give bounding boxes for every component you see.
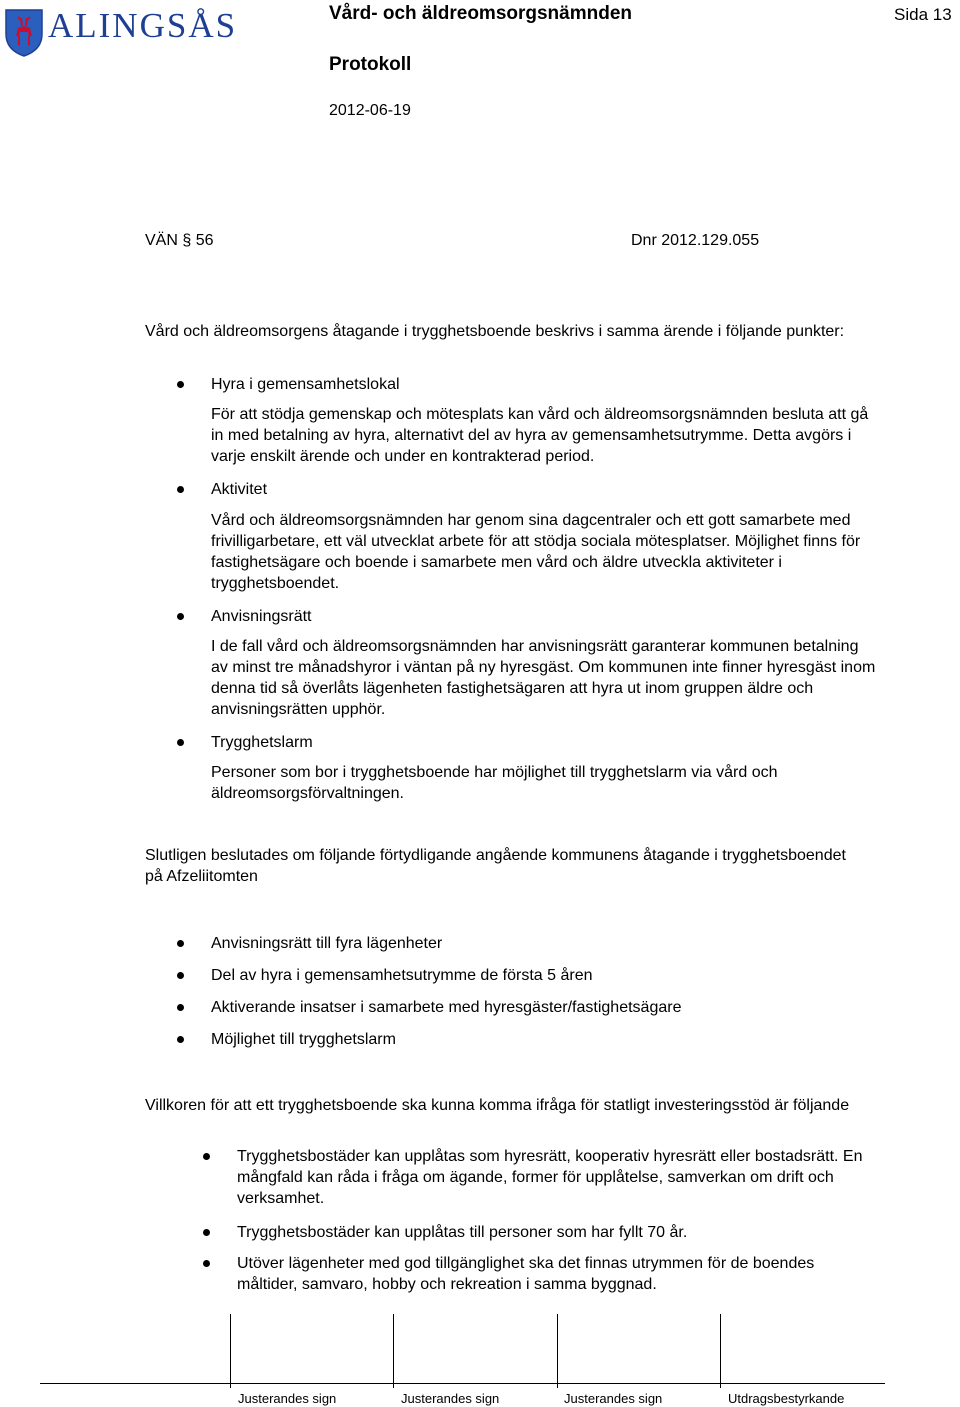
signature-label: Justerandes sign xyxy=(238,1391,337,1406)
bullet-icon xyxy=(203,1153,210,1160)
point-body: För att stödja gemenskap och mötesplats kan vård och äldreomsorgsnämnden besluta att gå in med betalning av hyra, alternativt del av hyra av gemensamhetsutrymme. Detta avgörs i varje enskilt ärende och under en kontrakterad period. xyxy=(211,406,869,465)
bullet-icon xyxy=(177,972,184,979)
bullet-icon xyxy=(177,1036,184,1043)
bullet-icon xyxy=(177,381,184,388)
conclusion-item: Del av hyra i gemensamhetsutrymme de första 5 åren xyxy=(211,967,593,984)
condition-item: Utöver lägenheter med god tillgänglighet ska det finnas utrymmen för de boendes måltider, samvaro, hobby och rekreation i samma byggnad. xyxy=(237,1255,815,1293)
committee-name: Vård- och äldreomsorgsnämnden xyxy=(329,3,633,24)
signature-divider xyxy=(720,1314,721,1388)
document-type: Protokoll xyxy=(329,54,412,75)
page-number: Sida 13 xyxy=(894,5,952,24)
bullet-icon xyxy=(177,613,184,620)
conclusion-item: Anvisningsrätt till fyra lägenheter xyxy=(211,935,443,952)
bullet-icon xyxy=(177,486,184,493)
bullet-icon xyxy=(177,739,184,746)
point-body: Personer som bor i trygghetsboende har möjlighet till trygghetslarm via vård och äldreomsorgsförvaltningen. xyxy=(211,764,778,802)
coat-of-arms-icon xyxy=(4,6,44,58)
conditions-intro: Villkoren för att ett trygghetsboende ska kunna komma ifråga för statligt investeringsstöd är följande xyxy=(145,1097,850,1114)
condition-item: Trygghetsbostäder kan upplåtas som hyresrätt, kooperativ hyresrätt eller bostadsrätt. En mångfald kan råda i fråga om ägande, former för upplåtelse, samverkan om drift och verksamhet. xyxy=(237,1148,863,1207)
condition-item: Trygghetsbostäder kan upplåtas till personer som har fyllt 70 år. xyxy=(237,1224,688,1241)
point-title: Anvisningsrätt xyxy=(211,608,312,625)
section-id: VÄN § 56 xyxy=(145,232,214,249)
meeting-date: 2012-06-19 xyxy=(329,102,411,119)
certification-label: Utdragsbestyrkande xyxy=(728,1391,845,1406)
bullet-icon xyxy=(177,940,184,947)
point-body: I de fall vård och äldreomsorgsnämnden har anvisningsrätt garanterar kommunen betalning av minst tre månadshyror i väntan på ny hyresgäst. Om kommunen inte finner hyresgäst inom denna tid så överlåts lägenheten fastighetsägaren att hyra ut inom gruppen äldre och anvisningsrätten upphör. xyxy=(211,638,876,718)
logo-wordmark: ALINGSÅS xyxy=(48,6,238,45)
point-title: Trygghetslarm xyxy=(211,734,313,751)
signature-label: Justerandes sign xyxy=(401,1391,500,1406)
point-title: Aktivitet xyxy=(211,481,268,498)
municipality-logo xyxy=(4,6,264,58)
signature-baseline xyxy=(40,1383,885,1384)
signature-divider xyxy=(230,1314,231,1388)
conclusion-item: Aktiverande insatser i samarbete med hyresgäster/fastighetsägare xyxy=(211,999,682,1016)
conclusion-item: Möjlighet till trygghetslarm xyxy=(211,1031,396,1048)
bullet-icon xyxy=(203,1229,210,1236)
point-body: Vård och äldreomsorgsnämnden har genom sina dagcentraler och ett gott samarbete med frivilligarbetare, ett väl utvecklat arbete för att stödja sociala mötesplatser. Möjlighet finns för fastighetsägare och boende i samarbete men vård och äldre utveckla aktiviteter i trygghetsboendet. xyxy=(211,512,861,592)
point-title: Hyra i gemensamhetslokal xyxy=(211,376,400,393)
signature-divider xyxy=(393,1314,394,1388)
bullet-icon xyxy=(177,1004,184,1011)
signature-label: Justerandes sign xyxy=(564,1391,663,1406)
bullet-icon xyxy=(203,1260,210,1267)
case-number: Dnr 2012.129.055 xyxy=(631,232,760,249)
intro-paragraph: Vård och äldreomsorgens åtagande i trygghetsboende beskrivs i samma ärende i följande punkter: xyxy=(145,323,845,340)
signature-divider xyxy=(557,1314,558,1388)
conclusion-paragraph: Slutligen beslutades om följande förtydligande angående kommunens åtagande i trygghetsboendet på Afzeliitomten xyxy=(145,847,846,885)
